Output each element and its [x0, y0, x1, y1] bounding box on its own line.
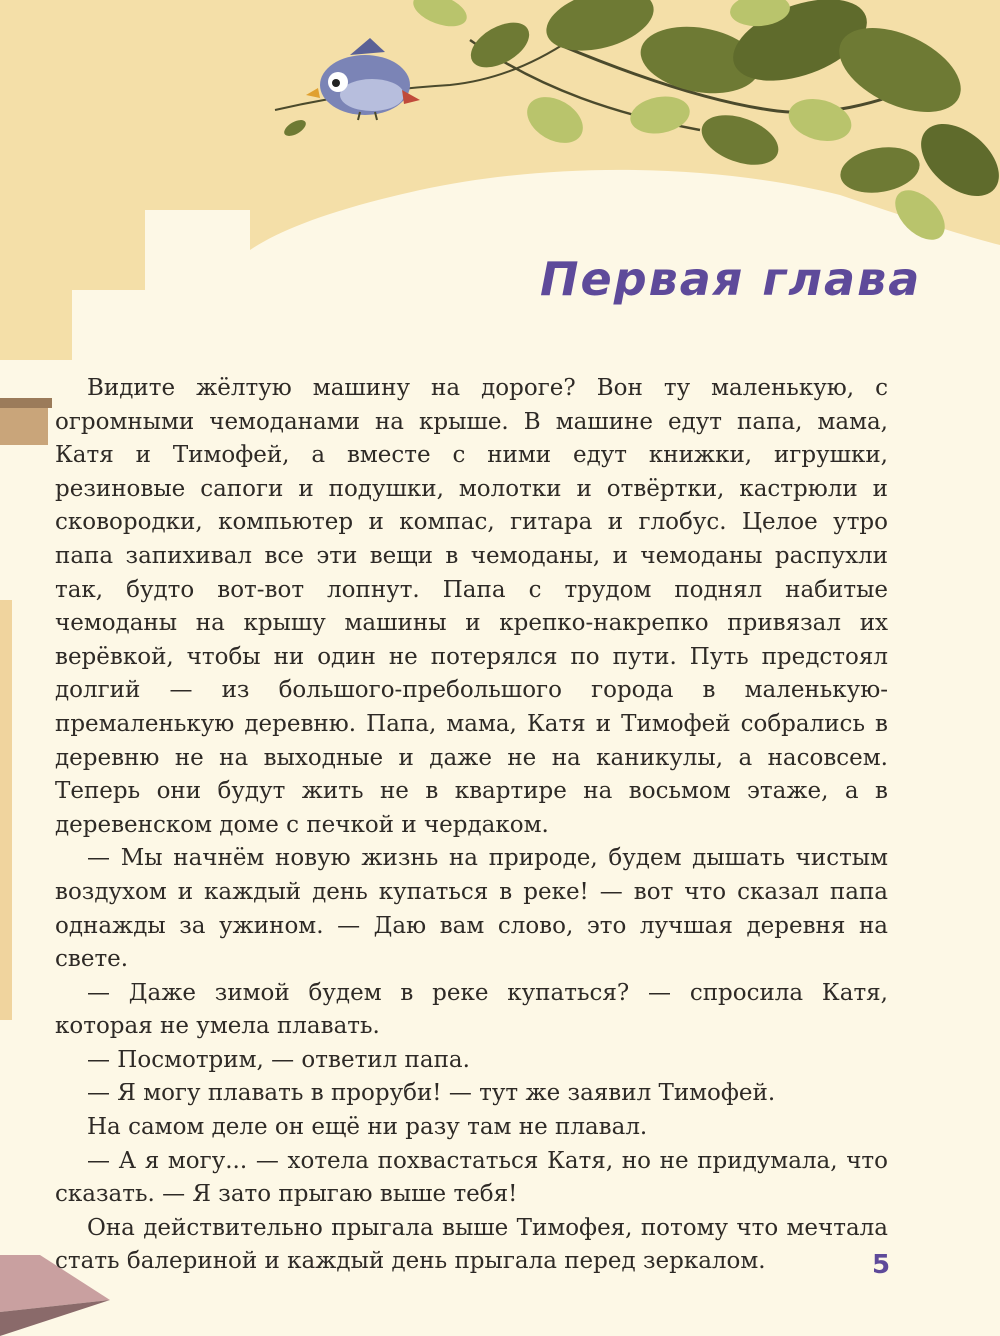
left-wall-fragment	[0, 405, 48, 445]
chapter-title: Первая глава	[540, 252, 922, 306]
paragraph: — А я могу... — хотела похвастаться Катя, но не придумала, что сказать. — Я зато прыгаю выше тебя!	[55, 1147, 888, 1208]
paragraph: — Даже зимой будем в реке купаться? — спросила Катя, которая не умела плавать.	[55, 979, 888, 1040]
paragraph: — Мы начнём новую жизнь на природе, будем дышать чистым воздухом и каждый день купаться в реке! — вот что сказал папа однажды за ужином. — Даю вам слово, это лучшая деревня на свете.	[55, 845, 888, 973]
paragraph: — Я могу плавать в проруби! — тут же заявил Тимофей.	[87, 1080, 776, 1107]
left-wall-ledge	[0, 398, 52, 408]
paragraph: — Посмотрим, — ответил папа.	[87, 1046, 470, 1073]
paragraph: На самом деле он ещё ни разу там не плавал.	[87, 1114, 648, 1141]
paragraph: Она действительно прыгала выше Тимофея, потому что мечтала стать балериной и каждый день прыгала перед зеркалом.	[55, 1214, 888, 1275]
white-building-block	[145, 212, 250, 292]
paragraph: Видите жёлтую машину на дороге? Вон ту маленькую, с огромными чемоданами на крыше. В машине едут папа, мама, Катя и Тимофей, а вместе с ними едут книжки, игрушки, резиновые сапоги и подушки, молотки и отвёртки, кастрюли и сковородки, компьютер и компас, гитара и глобус. Целое утро папа запихивал все эти вещи в чемоданы, и чемоданы распухли так, будто вот-вот лопнут. Папа с трудом поднял набитые чемоданы на крышу машины и крепко-накрепко привязал их верёвкой, чтобы ни один не потерялся по пути. Путь предстоял долгий — из большого-пребольшого города в маленькую-премаленькую деревню. Папа, мама, Катя и Тимофей собрались в деревню не на выходные и даже не на каникулы, а насовсем. Теперь они будут жить не в квартире на восьмом этаже, а в деревенском доме с печкой и чердаком.	[55, 375, 888, 838]
page-number: 5	[872, 1250, 891, 1280]
white-building-block-lower	[72, 290, 252, 362]
left-edge-strip	[0, 600, 12, 1020]
story-text	[55, 372, 891, 1280]
